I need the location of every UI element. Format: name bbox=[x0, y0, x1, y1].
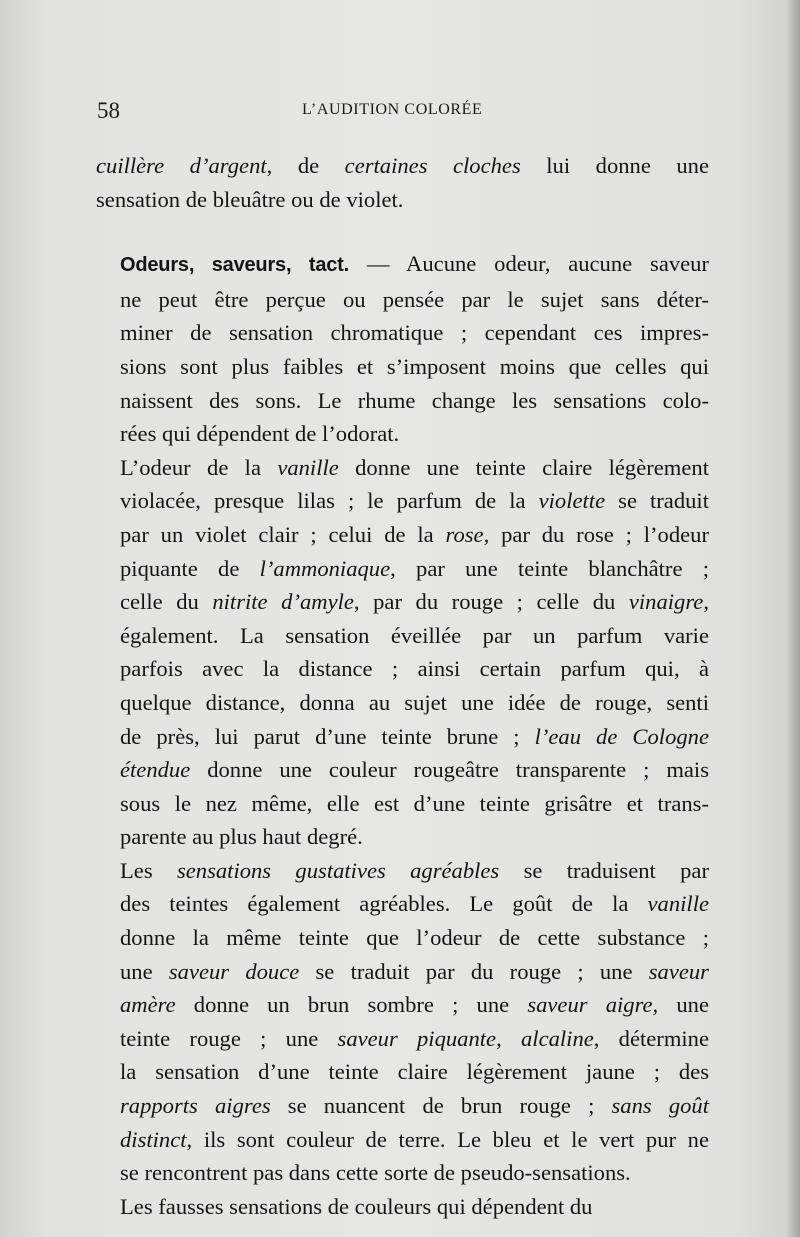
text-line bbox=[96, 552, 709, 586]
italic-text: l’ammoniaque bbox=[259, 555, 391, 581]
text-line bbox=[96, 417, 709, 451]
paragraph bbox=[96, 247, 709, 451]
text-line bbox=[96, 955, 709, 989]
text-run: Les fausses sensations de couleurs qui dépendent du bbox=[120, 1193, 593, 1219]
text-run: quelque distance, donna au sujet une idée de rouge, senti bbox=[120, 689, 709, 715]
italic-text: rose, bbox=[445, 521, 490, 547]
text-run: parfois avec la distance ; ainsi certain parfum qui, à bbox=[120, 656, 709, 682]
paragraph bbox=[96, 854, 709, 1190]
text-run: miner de sensation chromatique ; cependant ces impres- bbox=[120, 320, 709, 346]
text-run: piquante de bbox=[120, 555, 260, 581]
text-line bbox=[96, 384, 709, 418]
text-line bbox=[96, 518, 709, 552]
italic-text: sans goût bbox=[611, 1093, 709, 1119]
italic-text: vinaigre bbox=[628, 589, 704, 615]
text-run: se nuancent de brun rouge ; bbox=[270, 1093, 612, 1119]
text-line bbox=[96, 283, 709, 317]
italic-text: certaines cloches bbox=[344, 153, 521, 178]
text-line bbox=[96, 316, 709, 350]
running-title: L’AUDITION COLORÉE bbox=[302, 101, 483, 118]
text-line bbox=[96, 247, 709, 283]
text-line bbox=[96, 484, 709, 518]
text-line bbox=[96, 1022, 709, 1056]
italic-text: saveur aigre, bbox=[527, 992, 659, 1018]
text-run: une bbox=[658, 992, 709, 1018]
italic-text: vanille bbox=[647, 891, 709, 917]
text-run: également. La sensation éveillée par un parfum varie bbox=[120, 622, 709, 648]
italic-text: saveur bbox=[648, 958, 709, 984]
text-run: sions sont plus faibles et s’imposent moins que celles qui bbox=[120, 353, 709, 379]
text-line bbox=[96, 787, 709, 821]
paragraph bbox=[96, 149, 709, 216]
text-run: teinte rouge ; une bbox=[120, 1025, 338, 1051]
section-heading: Odeurs, saveurs, tact. bbox=[120, 254, 349, 277]
page-edge-shadow bbox=[786, 0, 800, 1237]
text-run: , par une teinte blanchâtre ; bbox=[390, 555, 710, 581]
text-run: ne peut être perçue ou pensée par le sujet sans déter- bbox=[120, 286, 709, 312]
text-run: donne une couleur rougeâtre transparente ; mais bbox=[190, 757, 709, 783]
text-line bbox=[96, 988, 709, 1022]
text-run: , ils sont couleur de terre. Le bleu et le vert pur ne bbox=[186, 1126, 709, 1152]
text-run: lui donne une bbox=[520, 153, 709, 178]
text-line bbox=[96, 350, 709, 384]
italic-text: violette bbox=[538, 488, 606, 514]
text-run: de près, lui parut d’une teinte brune ; bbox=[120, 723, 535, 749]
text-run: , bbox=[496, 1025, 521, 1051]
italic-text: étendue bbox=[120, 757, 191, 783]
italic-text: saveur douce bbox=[168, 958, 300, 984]
page-header bbox=[97, 98, 697, 128]
text-line bbox=[96, 753, 709, 787]
text-line bbox=[96, 820, 709, 854]
italic-text: nitrite d’amyle bbox=[212, 589, 354, 615]
text-run: donne un brun sombre ; une bbox=[175, 992, 528, 1018]
text-run: , bbox=[703, 589, 709, 615]
text-run: se traduisent par bbox=[499, 857, 709, 883]
text-run: se rencontrent pas dans cette sorte de pseudo-sensations. bbox=[120, 1160, 631, 1186]
italic-text: saveur piquante bbox=[337, 1025, 497, 1051]
text-run: — Aucune odeur, aucune saveur bbox=[349, 251, 709, 277]
italic-text: sensations gustatives agréables bbox=[176, 857, 500, 883]
text-run: naissent des sons. Le rhume change les sensations colo- bbox=[120, 387, 709, 413]
text-run: sensation de bleuâtre ou de violet. bbox=[96, 186, 404, 212]
text-line bbox=[96, 887, 709, 921]
text-run: la sensation d’une teinte claire légèrement jaune ; des bbox=[120, 1059, 709, 1085]
text-run: donne la même teinte que l’odeur de cette substance ; bbox=[120, 925, 709, 951]
italic-text: amère bbox=[120, 992, 176, 1018]
text-run: Les bbox=[120, 857, 177, 883]
text-line bbox=[96, 619, 709, 653]
text-line bbox=[96, 1123, 709, 1157]
text-line bbox=[96, 921, 709, 955]
text-run: , par du rouge ; celle du bbox=[353, 589, 629, 615]
paragraph bbox=[96, 1190, 709, 1224]
paragraph bbox=[96, 451, 709, 854]
text-line bbox=[96, 720, 709, 754]
text-line bbox=[96, 1055, 709, 1089]
text-run: , détermine bbox=[593, 1025, 710, 1051]
text-run: celle du bbox=[120, 589, 213, 615]
text-run: , de bbox=[266, 153, 345, 178]
text-run: par du rose ; l’odeur bbox=[489, 521, 709, 547]
italic-text: vanille bbox=[277, 454, 339, 480]
text-run: se traduit bbox=[605, 488, 709, 514]
text-line bbox=[96, 652, 709, 686]
text-run: parente au plus haut degré. bbox=[120, 824, 363, 850]
italic-text: distinct bbox=[120, 1126, 187, 1152]
italic-text: l’eau de Cologne bbox=[534, 723, 709, 749]
italic-text: cuillère d’argent bbox=[96, 153, 267, 178]
text-run: rées qui dépendent de l’odorat. bbox=[120, 421, 400, 447]
text-line bbox=[96, 585, 709, 619]
text-line bbox=[96, 1190, 709, 1224]
text-run: une bbox=[120, 958, 169, 984]
text-run: des teintes également agréables. Le goût de la bbox=[120, 891, 648, 917]
text-line bbox=[96, 149, 709, 183]
text-run: donne une teinte claire légèrement bbox=[338, 454, 709, 480]
text-line bbox=[96, 1089, 709, 1123]
text-line bbox=[96, 1156, 709, 1190]
text-line bbox=[96, 451, 709, 485]
text-run: se traduit par du rouge ; une bbox=[299, 958, 649, 984]
text-line bbox=[96, 686, 709, 720]
text-run: par un violet clair ; celui de la bbox=[120, 521, 446, 547]
text-run: sous le nez même, elle est d’une teinte grisâtre et trans- bbox=[120, 790, 709, 816]
page-number: 58 bbox=[97, 98, 120, 123]
text-run: violacée, presque lilas ; le parfum de la bbox=[120, 488, 539, 514]
italic-text: rapports aigres bbox=[120, 1093, 271, 1119]
italic-text: alcaline bbox=[521, 1025, 594, 1051]
text-line bbox=[96, 183, 709, 217]
body-text bbox=[96, 149, 709, 1223]
text-run: L’odeur de la bbox=[120, 454, 278, 480]
text-line bbox=[96, 854, 709, 888]
